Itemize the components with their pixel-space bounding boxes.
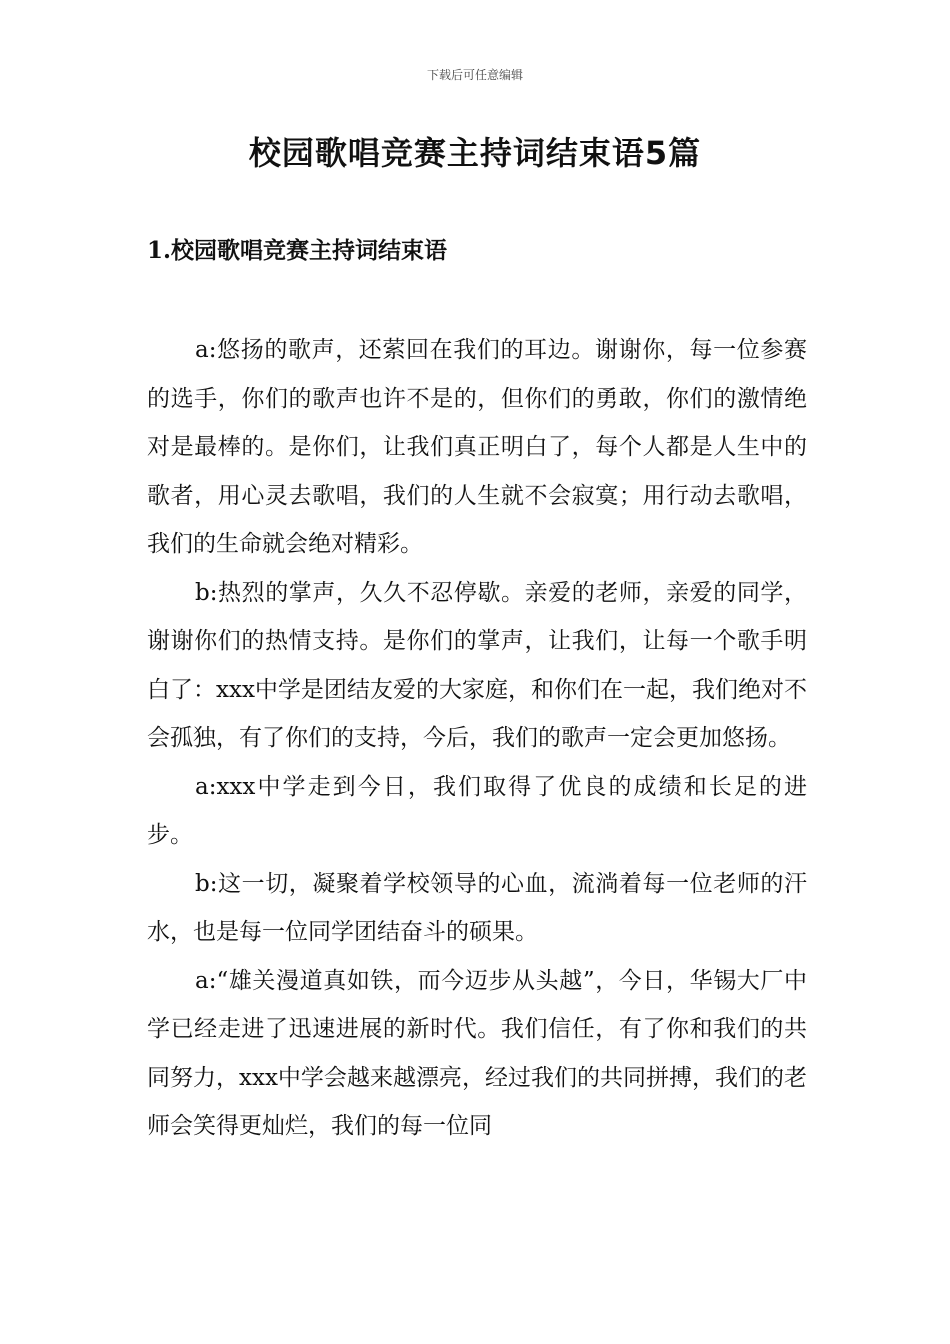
header-note: 下载后可任意编辑 <box>426 68 523 82</box>
paragraph: a:悠扬的歌声，还萦回在我们的耳边。谢谢你，每一位参赛的选手，你们的歌声也许不是的，但你们的勇敢，你们的激情绝对是最棒的。是你们，让我们真正明白了，每个人都是人生中的歌者，用心灵去歌唱，我们的人生就不会寂寞；用行动去歌唱，我们的生命就会绝对精彩。 <box>147 337 807 557</box>
paragraph: a:xxx中学走到今日，我们取得了优良的成绩和长足的进步。 <box>147 773 807 848</box>
paragraph: b:热烈的掌声，久久不忍停歇。亲爱的老师，亲爱的同学，谢谢你们的热情支持。是你们的掌声，让我们，让每一个歌手明白了：xxx中学是团结友爱的大家庭，和你们在一起，我们绝对不会孤独，有了你们的支持，今后，我们的歌声一定会更加悠扬。 <box>147 579 807 751</box>
paragraph: a:“雄关漫道真如铁，而今迈步从头越”，今日，华锡大厂中学已经走进了迅速进展的新时代。我们信任，有了你和我们的共同努力，xxx中学会越来越漂亮，经过我们的共同拼搏，我们的老师会笑得更灿烂，我们的每一位同 <box>147 967 807 1139</box>
paragraph: b:这一切，凝聚着学校领导的心血，流淌着每一位老师的汗水，也是每一位同学团结奋斗的硕果。 <box>147 870 807 945</box>
document-title: 校园歌唱竞赛主持词结束语5篇 <box>248 134 702 172</box>
body-text <box>147 326 807 1151</box>
section-heading: 1.校园歌唱竞赛主持词结束语 <box>147 237 448 264</box>
